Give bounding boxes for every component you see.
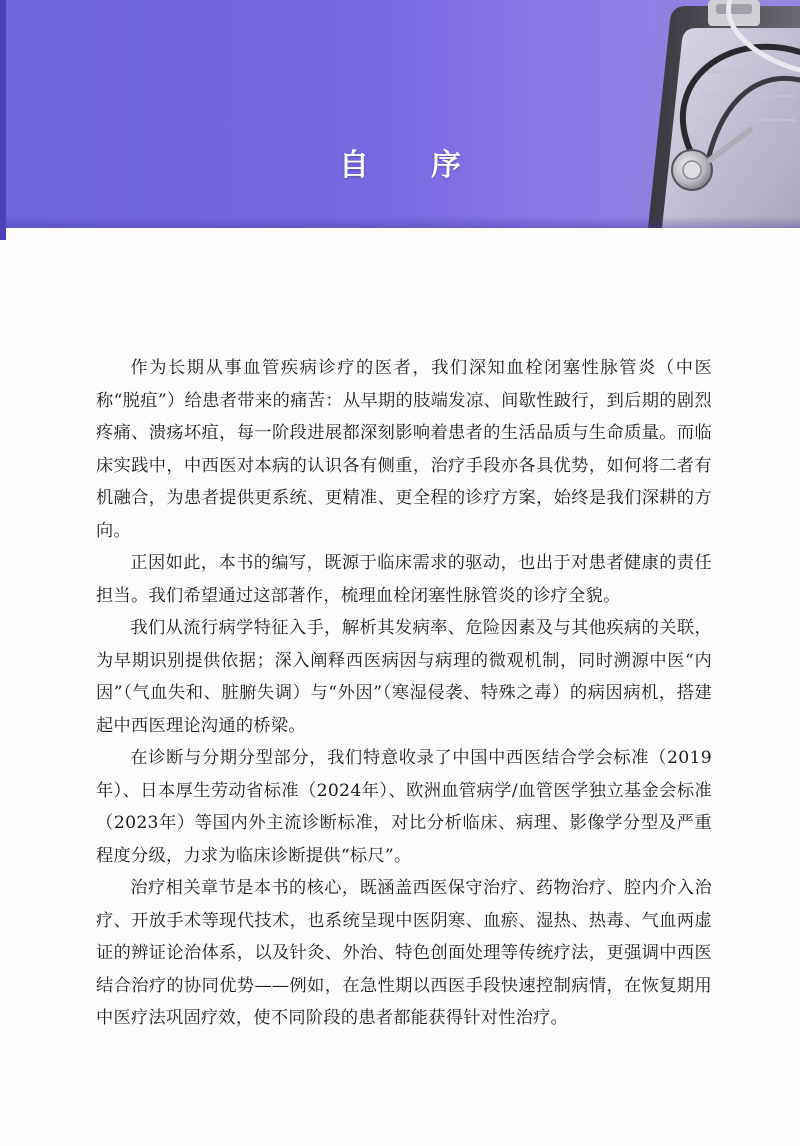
- preface-body: [96, 352, 712, 1035]
- page-edge-shadow: [0, 0, 6, 240]
- stethoscope-clipboard-illustration: [600, 0, 800, 228]
- paragraph-3: 我们从流行病学特征入手，解析其发病率、危险因素及与其他疾病的关联，为早期识别提供依据；深入阐释西医病因与病理的微观机制，同时溯源中医“内因”（气血失和、脏腑失调）与“外因”（寒湿侵袭、特殊之毒）的病因病机，搭建起中西医理论沟通的桥梁。: [96, 618, 712, 736]
- paragraph-1: 作为长期从事血管疾病诊疗的医者，我们深知血栓闭塞性脉管炎（中医称“脱疽”）给患者带来的痛苦：从早期的肢端发凉、间歇性跛行，到后期的剧烈疼痛、溃疡坏疽，每一阶段进展都深刻影响着患者的生活品质与生命质量。而临床实践中，中西医对本病的认识各有侧重，治疗手段亦各具优势，如何将二者有机融合，为患者提供更系统、更精准、更全程的诊疗方案，始终是我们深耕的方向。: [96, 358, 712, 541]
- page-title: 自序: [339, 148, 523, 183]
- paragraph-4: 在诊断与分期分型部分，我们特意收录了中国中西医结合学会标准（2019年）、日本厚生劳动省标准（2024年）、欧洲血管病学/血管医学独立基金会标准（2023年）等国内外主流诊断标准，对比分析临床、病理、影像学分型及严重程度分级，力求为临床诊断提供“标尺”。: [96, 748, 712, 866]
- paragraph-2: 正因如此，本书的编写，既源于临床需求的驱动，也出于对患者健康的责任担当。我们希望通过这部著作，梳理血栓闭塞性脉管炎的诊疗全貌。: [96, 553, 712, 606]
- header-banner: [0, 0, 800, 228]
- paragraph-5: 治疗相关章节是本书的核心，既涵盖西医保守治疗、药物治疗、腔内介入治疗、开放手术等现代技术，也系统呈现中医阴寒、血瘀、湿热、热毒、气血两虚证的辨证论治体系，以及针灸、外治、特色创面处理等传统疗法，更强调中西医结合治疗的协同优势——例如，在急性期以西医手段快速控制病情，在恢复期用中医疗法巩固疗效，使不同阶段的患者都能获得针对性治疗。: [96, 878, 712, 1028]
